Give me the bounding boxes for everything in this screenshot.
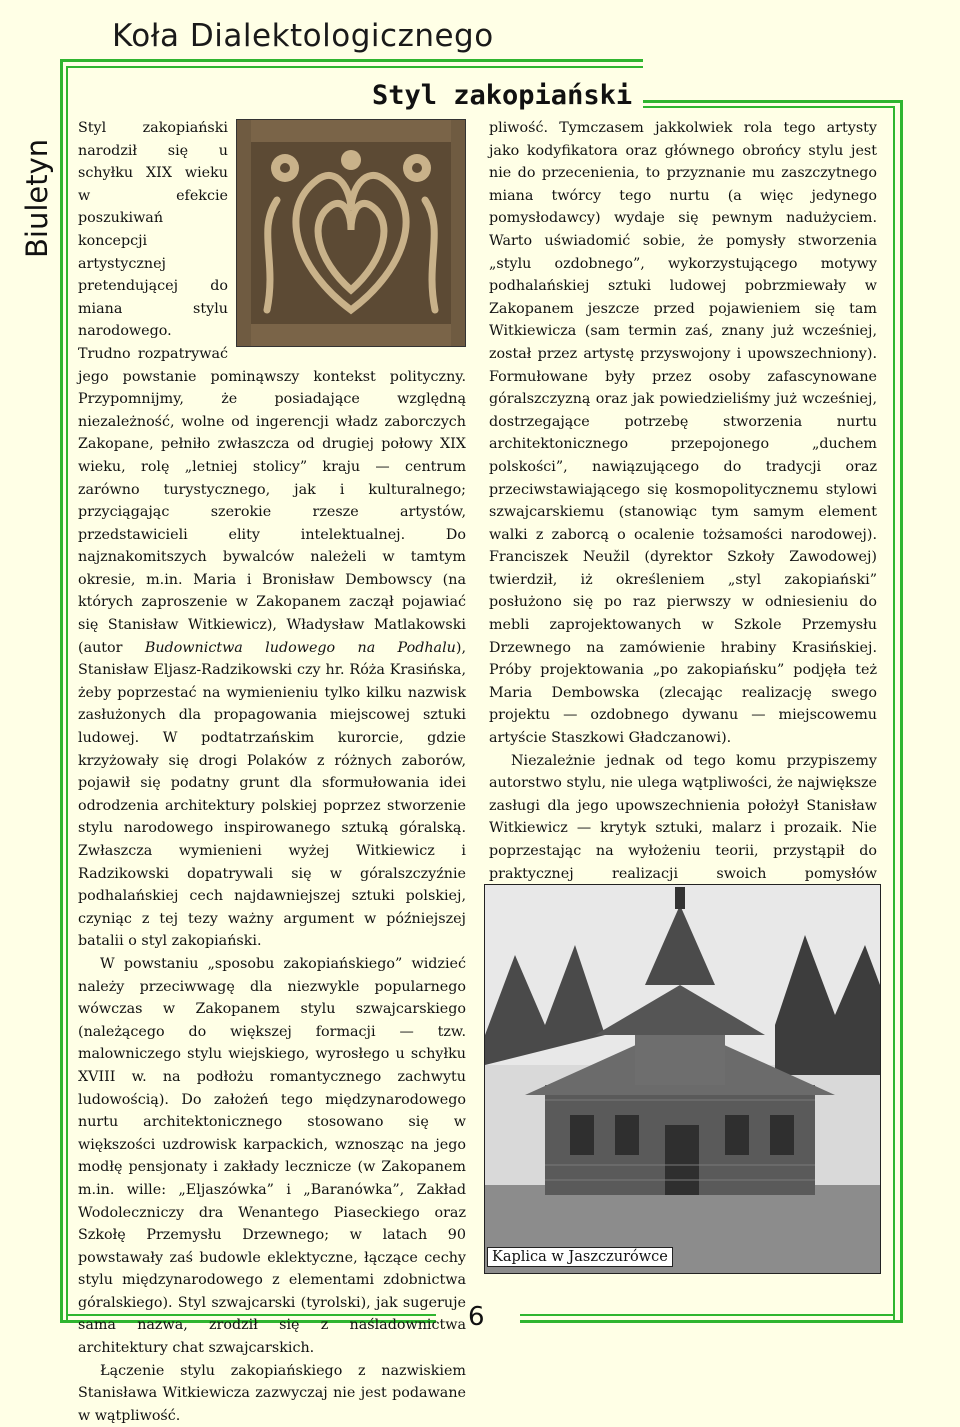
chapel-illustration [485,885,880,1273]
green-rule-top-2 [66,66,643,68]
page-number: 6 [468,1302,485,1332]
article-column-right [489,117,877,998]
chapel-photo [484,884,881,1274]
green-rule-bottom-right-2 [520,1314,895,1316]
wood-carving-image [236,119,466,347]
article-paragraph: Niezależnie jednak od tego komu przypiszemy autorstwo stylu, nie ulega wątpliwości, że największe zasługi dla jego upowszechnienia położył Stanisław Witkiewicz — krytyk sztuki, malarz i prozaik. Nie poprzestając na wyłożeniu teorii, przystąpił do praktycznej realizacji swoich pomysłów [489,752,877,882]
green-rule-right-top-1 [643,100,903,103]
green-rule-right-2 [893,106,895,1323]
article-column-left [78,117,466,1427]
green-rule-vertical-2 [66,66,68,1323]
article-paragraph: Styl zakopiański narodził się u schyłku XIX wieku w efekcie poszukiwań koncepcji artystycznej pretendującej do miana stylu narodowego. Trudno rozpatrywać jego powstanie pominąwszy kontekst polityczny. Przypomnijmy, że posiadające względną niezależność, wolne od ingerencji władz zaborczych Zakopane, pełniło zwłaszcza od drugiej połowy XIX wieku, rolę „letniej stolicy” kraju — centrum zarówno turystycznego, jak i kulturalnego; przyciągając szerokie rzesze artystów, przedstawicieli elity intelektualnej. Do najznakomitszych bywalców należeli w tamtym okresie, m.in. Maria i Bronisław Dembowscy (na których zaproszenie w Zakopanem zaczął pojawiać się Stanisław Witkiewicz), Władysław Matlakowski (autor Budownictwa ludowego na Podhalu), Stanisław Eljasz-Radzikowski czy hr. Róża Krasińska, żeby poprzestać na wymienieniu tylko kilku nazwisk zasłużonych dla propagowania miejscowej sztuki ludowej. W podtatrzańskim kurorcie, gdzie krzyżowały się drogi Polaków z różnych zaborów, pojawił się podatny grunt dla sformułowania idei odrodzenia architektury polskiej poprzez stworzenie stylu narodowego inspirowanego sztuką góralską. Zwłaszcza wymienieni wyżej Witkiewicz i Radzikowski dopatrywali się w góralszczyźnie podhalańskiej cech najdawniejszej sztuki polskiej, czyniąc z tej tezy ważny argument w późniejszej batalii o styl zakopiański. [78,120,466,950]
article-title: Styl zakopiański [372,80,633,111]
side-label: Biuletyn [20,138,54,258]
green-rule-bottom-right-1 [520,1320,903,1323]
wood-carving-illustration [237,120,465,346]
photo-caption: Kaplica w Jaszczurówce [487,1247,673,1267]
green-rule-vertical-1 [60,59,63,1323]
header-title: Koła Dialektologicznego [112,18,494,54]
article-paragraph: Łączenie stylu zakopiańskiego z nazwiskiem Stanisława Witkiewicza zazwyczaj nie jest podawane w wątpliwość. [78,1362,466,1424]
article-paragraph: W powstaniu „sposobu zakopiańskiego” widzieć należy przeciwwagę dla niezwykle popularnego wówczas w Zakopanem stylu szwajcarskiego (należącego do większej formacji — tzw. malowniczego stylu wiejskiego, wyrosłego u schyłku XVIII w. na podłożu romantycznego zachwytu ludowością). Do założeń tego międzynarodowego nurtu architektonicznego stosowano się w większości uzdrowisk karpackich, wznosząc na jego modłę pensjonaty i zakłady lecznicze (w Zakopanem m.in. wille: „Eljaszówka” i „Baranówka”, Zakład Wodoleczniczy dra Wenantego Piaseckiego oraz Szkołę Przemysłu Drzewnego; w latach 90 powstawały zaś budowle eklektyczne, łączące cechy stylu międzynarodowego z elementami zdobnictwa góralskiego). Styl szwajcarski (tyrolski), jak sugeruje sama nazwa, zrodził się z naśladownictwa architektury chat szwajcarskich. [78,955,466,1357]
green-rule-right-top-2 [643,106,895,108]
green-rule-right-1 [900,100,903,1323]
green-rule-top-1 [60,59,643,62]
article-paragraph: pliwość. Tymczasem jakkolwiek rola tego artysty jako kodyfikatora oraz głównego obrońcy stylu jest nie do przecenienia, to przyznanie mu zaszczytnego miana twórcy tego nurtu (a więc jedynego pomysłodawcy) wydaje się pewnym nadużyciem. Warto uświadomić sobie, że pomysły stworzenia „stylu ozdobnego”, wykorzystującego motywy podhalańskiej sztuki ludowej pobrzmiewały w Zakopanem jeszcze przed pojawieniem się tam Witkiewicza (sam termin zaś, znany już wcześniej, został przez artystę przyswojony i upowszechniony). Formułowane były przez osoby zafascynowane góralszczyzną oraz jak powiedzieliśmy już wcześniej, dostrzegające potrzebę stworzenia nurtu architektonicznego przepojonego „duchem polskości”, nawiązującego do tradycji oraz przeciwstawiającego się kosmopolitycznemu stylowi szwajcarskiemu (stanowiąc tym samym element walki z zaborcą o ocalenie tożsamości narodowej). Franciszek Neužil (dyrektor Szkoły Zawodowej) twierdził, iż określeniem „styl zakopiański” posłużono się po raz pierwszy w odniesieniu do mebli zaprojektowanych w Szkole Przemysłu Drzewnego na zamówienie hrabiny Krasińskiej. Próby projektowania „po zakopiańsku” podjęła też Maria Dembowska (zlecając realizację swego projektu — ozdobnego dywanu — miejscowemu artyście Staszkowi Gładczanowi). [489,120,877,747]
